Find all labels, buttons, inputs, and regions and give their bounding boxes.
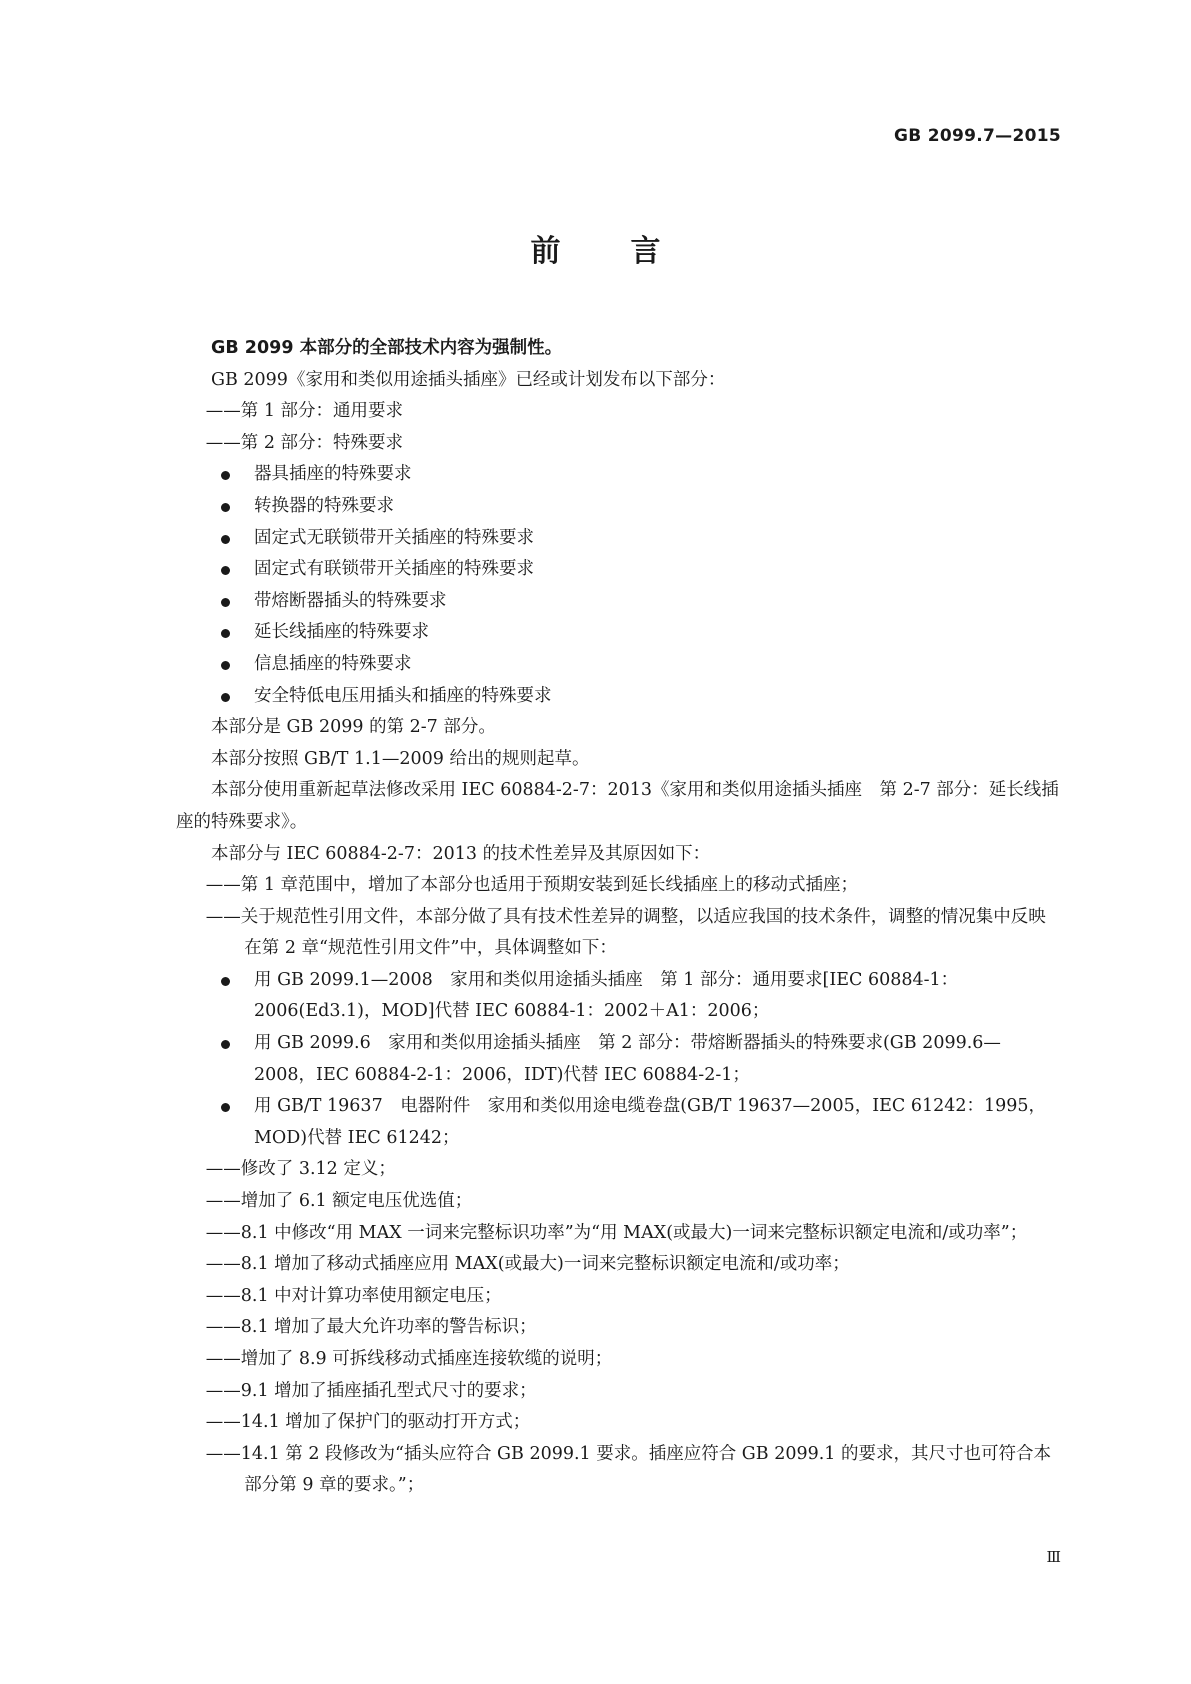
difference-item: ——第 1 章范围中，增加了本部分也适用于预期安装到延长线插座上的移动式插座； (205, 875, 859, 896)
title-char-2: 言 (630, 234, 661, 269)
list-item: 转换器的特殊要求 (176, 491, 1061, 523)
change-item: ——增加了 6.1 额定电压优选值； (205, 1191, 473, 1212)
page-number: Ⅲ (1046, 1548, 1061, 1566)
change-item: ——14.1 第 2 段修改为“插头应符合 GB 2099.1 要求。插座应符合 GB 2099.1 的要求，其尺寸也可符合本部分第 9 章的要求。”； (205, 1443, 1052, 1496)
change-item: ——修改了 3.12 定义； (205, 1159, 396, 1180)
mandatory-statement: GB 2099 本部分的全部技术内容为强制性。 (211, 338, 563, 358)
page-title (0, 226, 1191, 270)
difference-item: ——关于规范性引用文件，本部分做了具有技术性差异的调整，以适应我国的技术条件，调整的情况集中反映在第 2 章“规范性引用文件”中，具体调整如下： (205, 906, 1046, 959)
title-char-1: 前 (530, 234, 561, 269)
part-2-line: ——第 2 部分：特殊要求 (205, 432, 404, 453)
differences-intro: 本部分与 IEC 60884-2-7：2013 的技术性差异及其原因如下： (211, 843, 711, 864)
this-part-statement: 本部分是 GB 2099 的第 2-7 部分。 (211, 717, 496, 738)
change-item: ——8.1 增加了移动式插座应用 MAX(或最大)一词来完整标识额定电流和/或功率； (205, 1254, 850, 1275)
change-item: ——8.1 增加了最大允许功率的警告标识； (205, 1317, 537, 1338)
adoption-statement: 本部分使用重新起草法修改采用 IEC 60884-2-7：2013《家用和类似用途插头插座 第 2-7 部分：延长线插座的特殊要求》。 (176, 780, 1059, 832)
part-1-line: ——第 1 部分：通用要求 (205, 401, 404, 422)
list-item: 固定式有联锁带开关插座的特殊要求 (176, 554, 1061, 586)
change-item: ——8.1 中对计算功率使用额定电压； (205, 1285, 502, 1306)
series-intro: GB 2099《家用和类似用途插头插座》已经或计划发布以下部分： (211, 369, 726, 390)
list-item: 安全特低电压用插头和插座的特殊要求 (176, 681, 1061, 713)
reference-item: 用 GB/T 19637 电器附件 家用和类似用途电缆卷盘(GB/T 19637—2005，IEC 61242：1995，MOD)代替 IEC 61242； (176, 1091, 1061, 1154)
change-item: ——增加了 8.9 可拆线移动式插座连接软缆的说明； (205, 1349, 613, 1369)
change-item: ——8.1 中修改“用 MAX 一词来完整标识功率”为“用 MAX(或最大)一词来完整标识额定电流和/或功率”； (205, 1222, 1028, 1243)
foreword-body (176, 333, 1061, 1502)
list-item: 带熔断器插头的特殊要求 (176, 586, 1061, 618)
list-item: 固定式无联锁带开关插座的特殊要求 (176, 523, 1061, 555)
list-item: 信息插座的特殊要求 (176, 649, 1061, 681)
standard-code: GB 2099.7—2015 (894, 126, 1061, 146)
reference-item: 用 GB 2099.6 家用和类似用途插头插座 第 2 部分：带熔断器插头的特殊要求(GB 2099.6—2008，IEC 60884-2-1：2006，IDT)代替 IEC 60884-2-1； (176, 1028, 1061, 1091)
drafting-rule: 本部分按照 GB/T 1.1—2009 给出的规则起草。 (211, 748, 590, 769)
change-item: ——9.1 增加了插座插孔型式尺寸的要求； (205, 1380, 537, 1401)
reference-item: 用 GB 2099.1—2008 家用和类似用途插头插座 第 1 部分：通用要求[IEC 60884-1：2006(Ed3.1)，MOD]代替 IEC 60884-1：2002＋A1：2006； (176, 965, 1061, 1028)
list-item: 延长线插座的特殊要求 (176, 617, 1061, 649)
change-item: ——14.1 增加了保护门的驱动打开方式； (205, 1412, 531, 1433)
list-item: 器具插座的特殊要求 (176, 459, 1061, 491)
